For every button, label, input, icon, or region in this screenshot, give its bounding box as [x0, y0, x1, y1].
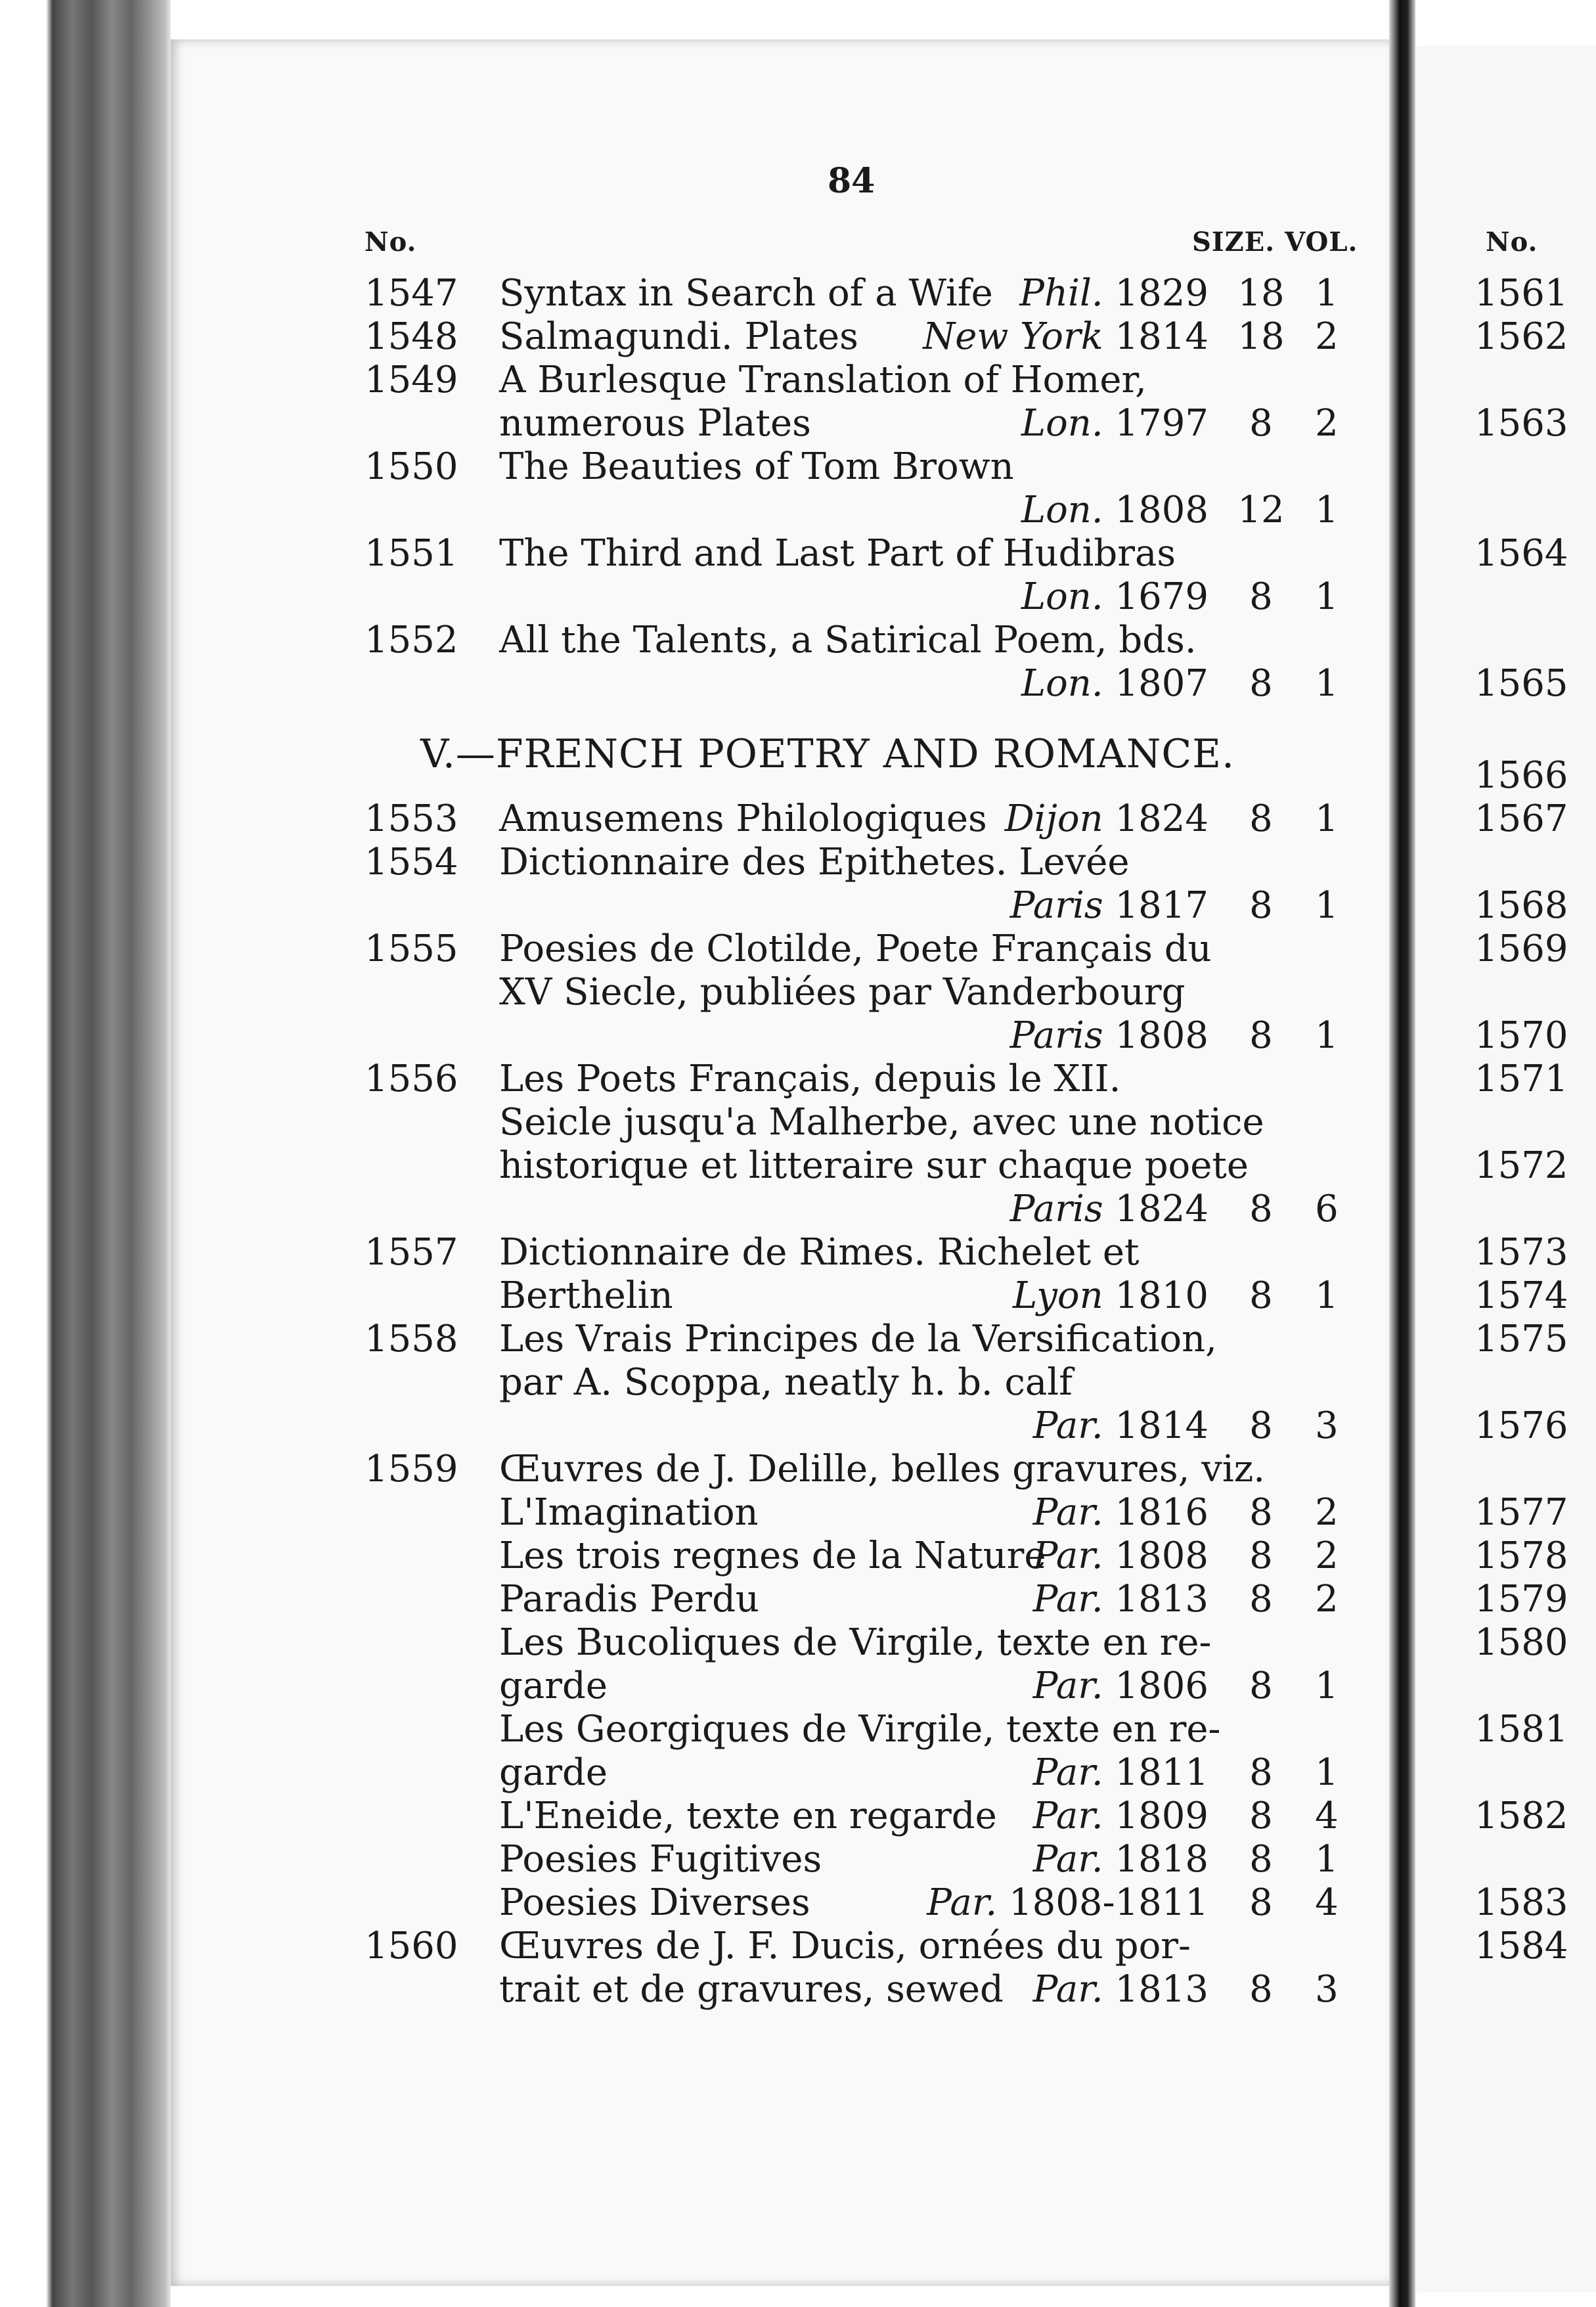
- facing-lot-number: 1562: [1474, 315, 1568, 358]
- imprint: [1033, 1838, 1208, 1881]
- book-size: 8: [1249, 1665, 1273, 1707]
- catalogue-line: [0, 1491, 1596, 1534]
- imprint: [1033, 1795, 1208, 1838]
- facing-lot-number: 1566: [1474, 754, 1568, 797]
- lot-description: Amusemens Philologiques: [499, 797, 987, 840]
- lot-number: 1560: [365, 1925, 458, 1967]
- book-size: 18: [1237, 272, 1285, 315]
- facing-lot-number: 1575: [1474, 1318, 1568, 1360]
- facing-lot-number: 1567: [1474, 797, 1568, 840]
- imprint-place: Par.: [1032, 1578, 1103, 1621]
- imprint-place: Par.: [1032, 1838, 1103, 1881]
- imprint-year: 1797: [1115, 402, 1208, 445]
- catalogue-line: [0, 1361, 1596, 1404]
- catalogue-line: [0, 841, 1596, 884]
- imprint-place: Lon.: [1021, 662, 1103, 705]
- imprint-year: 1816: [1115, 1491, 1208, 1534]
- facing-lot-number: 1578: [1474, 1534, 1568, 1577]
- catalogue-line: [0, 1621, 1596, 1665]
- catalogue-line: [0, 662, 1596, 706]
- imprint-place: Lon.: [1021, 575, 1103, 618]
- catalogue-line: [0, 1881, 1596, 1925]
- lot-description: garde: [499, 1751, 608, 1794]
- imprint: [927, 1881, 1208, 1925]
- catalogue-line: [0, 272, 1596, 315]
- catalogue-line: [0, 1968, 1596, 2011]
- book-size: 8: [1249, 1578, 1273, 1621]
- imprint-place: Phil.: [1019, 272, 1103, 315]
- facing-lot-number: 1570: [1474, 1014, 1568, 1057]
- imprint: [1013, 1274, 1208, 1318]
- lot-number: 1550: [365, 445, 458, 488]
- lot-description: A Burlesque Translation of Homer,: [499, 359, 1147, 401]
- book-size: 8: [1249, 1795, 1273, 1837]
- volume-count: 1: [1315, 1751, 1339, 1794]
- catalogue-line: [0, 1231, 1596, 1274]
- catalogue-line: [0, 1534, 1596, 1578]
- book-size: 8: [1249, 1534, 1273, 1577]
- catalogue-line: [0, 402, 1596, 445]
- lot-description: Poesies Diverses: [499, 1881, 810, 1924]
- catalogue-line: [0, 971, 1596, 1014]
- imprint-place: Lon.: [1021, 402, 1103, 445]
- imprint-year: 1808: [1115, 1014, 1208, 1057]
- book-size: 8: [1249, 662, 1273, 705]
- imprint-place: Par.: [1032, 1534, 1103, 1577]
- book-size: 8: [1249, 1404, 1273, 1447]
- catalogue-line: [0, 1101, 1596, 1144]
- lot-number: 1556: [365, 1058, 458, 1100]
- imprint-place: Paris: [1009, 884, 1103, 927]
- imprint-year: 1808: [1115, 489, 1208, 531]
- imprint-year: 1818: [1115, 1838, 1208, 1881]
- volume-count: 2: [1315, 402, 1339, 445]
- imprint-place: Paris: [1009, 1188, 1103, 1230]
- catalogue-line: [0, 1578, 1596, 1621]
- imprint: [1010, 884, 1208, 928]
- lot-description: Syntax in Search of a Wife: [499, 272, 993, 315]
- lot-description: Les Poets Français, depuis le XII.: [499, 1058, 1121, 1100]
- imprint-year: 1679: [1115, 575, 1208, 618]
- imprint-year: 1829: [1115, 272, 1208, 315]
- imprint-place: Lyon: [1013, 1274, 1103, 1317]
- lot-number: 1553: [365, 797, 458, 840]
- imprint: [1033, 1534, 1208, 1578]
- imprint-place: Par.: [1032, 1491, 1103, 1534]
- lot-number: 1558: [365, 1318, 458, 1360]
- book-size: 8: [1249, 1188, 1273, 1230]
- imprint-year: 1814: [1115, 1404, 1208, 1447]
- imprint: [1033, 1751, 1208, 1795]
- facing-lot-number: 1569: [1474, 928, 1568, 970]
- book-size: 12: [1237, 489, 1285, 531]
- imprint-place: Par.: [1032, 1968, 1103, 2011]
- lot-number: 1548: [365, 315, 458, 358]
- catalogue-line: [0, 754, 1596, 797]
- catalogue-line: [0, 489, 1596, 532]
- imprint-place: Par.: [1032, 1404, 1103, 1447]
- imprint-place: Lon.: [1021, 489, 1103, 531]
- catalogue-line: [0, 1838, 1596, 1881]
- volume-count: 1: [1315, 662, 1339, 705]
- imprint-year: 1814: [1115, 315, 1208, 358]
- imprint: [1010, 1014, 1208, 1058]
- facing-lot-number: 1582: [1474, 1795, 1568, 1837]
- volume-count: 1: [1315, 1665, 1339, 1707]
- volume-count: 2: [1315, 315, 1339, 358]
- lot-description: Œuvres de J. F. Ducis, ornées du por-: [499, 1925, 1191, 1967]
- imprint: [1033, 1578, 1208, 1621]
- facing-lot-number: 1565: [1474, 662, 1568, 705]
- facing-lot-number: 1572: [1474, 1144, 1568, 1187]
- book-size: 8: [1249, 884, 1273, 927]
- volume-count: 1: [1315, 489, 1339, 531]
- imprint-place: Par.: [1032, 1751, 1103, 1794]
- size-volume-header: SIZE. VOL.: [1192, 227, 1358, 258]
- imprint-year: 1817: [1115, 884, 1208, 927]
- book-size: 8: [1249, 1751, 1273, 1794]
- volume-count: 1: [1315, 575, 1339, 618]
- lot-description: Salmagundi. Plates: [499, 315, 858, 358]
- catalogue-line: [0, 445, 1596, 489]
- imprint: [1033, 1404, 1208, 1448]
- lot-description: historique et litteraire sur chaque poete: [499, 1144, 1249, 1187]
- book-size: 8: [1249, 1274, 1273, 1317]
- lot-description: garde: [499, 1665, 608, 1707]
- catalogue-line: [0, 315, 1596, 359]
- imprint-year: 1808: [1115, 1534, 1208, 1577]
- imprint: [1033, 1665, 1208, 1708]
- catalogue-line: [0, 1795, 1596, 1838]
- facing-lot-number: 1571: [1474, 1058, 1568, 1100]
- lot-description: Les Vrais Principes de la Versification,: [499, 1318, 1217, 1360]
- lot-description: numerous Plates: [499, 402, 811, 445]
- lot-description: Les Georgiques de Virgile, texte en re-: [499, 1708, 1221, 1751]
- catalogue-line: [0, 532, 1596, 575]
- facing-lot-number: 1581: [1474, 1708, 1568, 1751]
- volume-count: 1: [1315, 1838, 1339, 1881]
- imprint: [1021, 489, 1208, 532]
- volume-count: 6: [1315, 1188, 1339, 1230]
- lot-description: Berthelin: [499, 1274, 673, 1317]
- lot-number: 1559: [365, 1448, 458, 1490]
- book-size: 8: [1249, 1014, 1273, 1057]
- volume-count: 2: [1315, 1534, 1339, 1577]
- lot-description: Seicle jusqu'a Malherbe, avec une notice: [499, 1101, 1264, 1144]
- imprint: [1021, 402, 1208, 445]
- facing-lot-number: 1580: [1474, 1621, 1568, 1664]
- imprint-place: Par.: [927, 1881, 998, 1924]
- book-size: 8: [1249, 1881, 1273, 1924]
- facing-lot-number: 1568: [1474, 884, 1568, 927]
- imprint-year: 1809: [1115, 1795, 1208, 1837]
- lot-number: 1555: [365, 928, 458, 970]
- volume-count: 1: [1315, 1274, 1339, 1317]
- book-size: 8: [1249, 1838, 1273, 1881]
- catalogue-line: [0, 575, 1596, 619]
- catalogue-line: [0, 619, 1596, 662]
- book-size: 8: [1249, 797, 1273, 840]
- volume-count: 4: [1315, 1881, 1339, 1924]
- lot-description: Les Bucoliques de Virgile, texte en re-: [499, 1621, 1212, 1664]
- imprint-year: 1824: [1115, 797, 1208, 840]
- lot-description: L'Eneide, texte en regarde: [499, 1795, 997, 1837]
- lot-number: 1554: [365, 841, 458, 884]
- imprint-place: Par.: [1032, 1795, 1103, 1837]
- lot-description: XV Siecle, publiées par Vanderbourg: [499, 971, 1186, 1014]
- catalogue-line: [0, 1665, 1596, 1708]
- imprint-year: 1807: [1115, 662, 1208, 705]
- imprint: [1021, 575, 1208, 619]
- catalogue-line: [0, 1448, 1596, 1491]
- facing-lot-number: 1574: [1474, 1274, 1568, 1317]
- imprint-year: 1808-1811: [1009, 1881, 1208, 1924]
- imprint-place: New York: [923, 315, 1103, 358]
- number-column-header: No.: [365, 227, 417, 258]
- catalogue-line: [0, 1058, 1596, 1101]
- catalogue-line: [0, 1751, 1596, 1795]
- lot-description: Œuvres de J. Delille, belles gravures, viz.: [499, 1448, 1266, 1490]
- lot-description: The Third and Last Part of Hudibras: [499, 532, 1176, 575]
- volume-count: 3: [1315, 1968, 1339, 2011]
- volume-count: 1: [1315, 884, 1339, 927]
- lot-number: 1547: [365, 272, 458, 315]
- facing-number-column-header: No.: [1486, 227, 1538, 258]
- imprint: [1019, 272, 1208, 315]
- book-size: 8: [1249, 575, 1273, 618]
- imprint-year: 1810: [1115, 1274, 1208, 1317]
- imprint-year: 1811: [1115, 1751, 1208, 1794]
- imprint-place: Par.: [1032, 1665, 1103, 1707]
- imprint: [1021, 662, 1208, 706]
- lot-number: 1549: [365, 359, 458, 401]
- facing-lot-number: 1584: [1474, 1925, 1568, 1967]
- volume-count: 1: [1315, 1014, 1339, 1057]
- volume-count: 3: [1315, 1404, 1339, 1447]
- lot-description: trait et de gravures, sewed: [499, 1968, 1004, 2011]
- facing-lot-number: 1579: [1474, 1578, 1568, 1621]
- imprint: [1010, 1188, 1208, 1231]
- lot-number: 1551: [365, 532, 458, 575]
- catalogue-line: [0, 1144, 1596, 1188]
- lot-description: Poesies de Clotilde, Poete Français du: [499, 928, 1212, 970]
- volume-count: 2: [1315, 1491, 1339, 1534]
- lot-description: par A. Scoppa, neatly h. b. calf: [499, 1361, 1073, 1404]
- page-number: 84: [828, 161, 876, 201]
- book-size: 8: [1249, 1491, 1273, 1534]
- catalogue-line: [0, 1708, 1596, 1751]
- catalogue-line: [0, 1014, 1596, 1058]
- facing-lot-number: 1583: [1474, 1881, 1568, 1924]
- section-heading: V.—FRENCH POETRY AND ROMANCE.: [420, 731, 1235, 777]
- imprint: [923, 315, 1208, 359]
- catalogue-line: [0, 1188, 1596, 1231]
- catalogue-line: [0, 884, 1596, 928]
- lot-description: The Beauties of Tom Brown: [499, 445, 1014, 488]
- volume-count: 1: [1315, 797, 1339, 840]
- lot-description: L'Imagination: [499, 1491, 759, 1534]
- imprint-year: 1813: [1115, 1968, 1208, 2011]
- lot-description: Dictionnaire des Epithetes. Levée: [499, 841, 1130, 884]
- imprint-year: 1824: [1115, 1188, 1208, 1230]
- imprint-place: Dijon: [1004, 797, 1103, 840]
- book-size: 8: [1249, 402, 1273, 445]
- lot-description: Dictionnaire de Rimes. Richelet et: [499, 1231, 1140, 1274]
- volume-count: 2: [1315, 1578, 1339, 1621]
- book-size: 8: [1249, 1968, 1273, 2011]
- lot-description: Poesies Fugitives: [499, 1838, 822, 1881]
- book-size: 18: [1237, 315, 1285, 358]
- lot-number: 1552: [365, 619, 458, 661]
- facing-lot-number: 1573: [1474, 1231, 1568, 1274]
- imprint: [1005, 797, 1208, 841]
- lot-description: Les trois regnes de la Nature: [499, 1534, 1046, 1577]
- catalogue-line: [0, 1925, 1596, 1968]
- catalogue-line: [0, 1404, 1596, 1448]
- catalogue-line: [0, 1318, 1596, 1361]
- facing-lot-number: 1563: [1474, 402, 1568, 445]
- facing-lot-number: 1576: [1474, 1404, 1568, 1447]
- imprint-year: 1806: [1115, 1665, 1208, 1707]
- lot-description: All the Talents, a Satirical Poem, bds.: [499, 619, 1197, 661]
- lot-description: Paradis Perdu: [499, 1578, 759, 1621]
- imprint-year: 1813: [1115, 1578, 1208, 1621]
- catalogue-line: [0, 797, 1596, 841]
- lot-number: 1557: [365, 1231, 458, 1274]
- volume-count: 4: [1315, 1795, 1339, 1837]
- catalogue-line: [0, 928, 1596, 971]
- volume-count: 1: [1315, 272, 1339, 315]
- catalogue-line: [0, 1274, 1596, 1318]
- catalogue-line: [0, 359, 1596, 402]
- imprint: [1033, 1491, 1208, 1534]
- facing-lot-number: 1577: [1474, 1491, 1568, 1534]
- imprint-place: Paris: [1009, 1014, 1103, 1057]
- facing-lot-number: 1561: [1474, 272, 1568, 315]
- facing-lot-number: 1564: [1474, 532, 1568, 575]
- imprint: [1033, 1968, 1208, 2011]
